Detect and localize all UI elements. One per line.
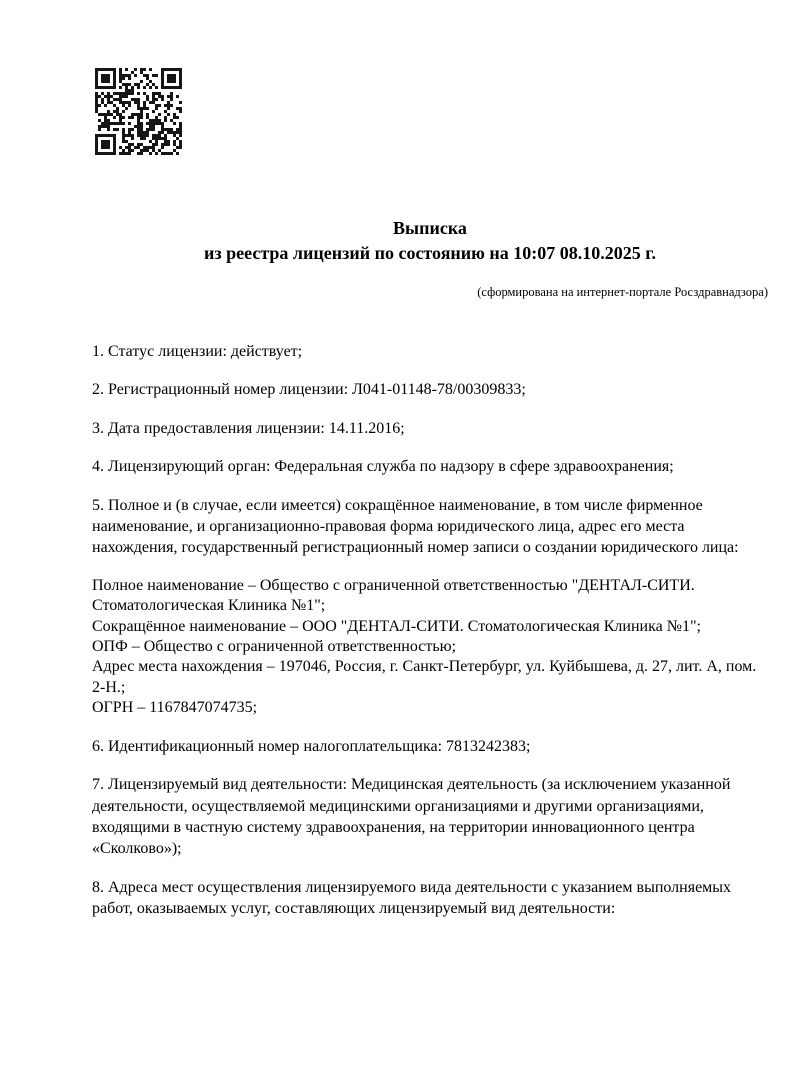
para-licensing-authority: 4. Лицензирующий орган: Федеральная служба по надзору в сфере здравоохранения;	[92, 458, 674, 476]
line-ogrn: ОГРН – 1167847074735;	[92, 699, 258, 717]
para-activity-addresses-heading: 8. Адреса мест осуществления лицензируемого вида деятельности с указанием выполняемых работ, оказываемых услуг, составляющих лицензируемый вид деятельности:	[92, 878, 732, 918]
para-entity-info-heading: 5. Полное и (в случае, если имеется) сокращённое наименование, в том числе фирменное наименование, и организационно-правовая форма юридического лица, адрес его места нахождения, государственный регистрационный номер записи о создании юридического лица:	[92, 496, 739, 557]
document-title-line2: из реестра лицензий по состоянию на 10:07 08.10.2025 г.	[204, 243, 656, 263]
para-license-status: 1. Статус лицензии: действует;	[92, 343, 303, 360]
document-title-line1: Выписка	[393, 218, 467, 238]
entity-details-block	[92, 576, 768, 719]
qr-code-icon	[95, 68, 182, 155]
document-body	[92, 341, 768, 920]
line-short-name: Сокращённое наименование – ООО "ДЕНТАЛ-СИТИ. Стоматологическая Клиника №1";	[92, 617, 701, 635]
document-subtitle: (сформирована на интернет-портале Росздравнадзора)	[477, 285, 768, 299]
line-full-name: Полное наименование – Общество с ограниченной ответственностью "ДЕНТАЛ-СИТИ. Стоматологическая Клиника №1";	[92, 576, 695, 615]
document-content	[92, 216, 768, 937]
para-license-grant-date: 3. Дата предоставления лицензии: 14.11.2016;	[92, 419, 405, 437]
para-license-reg-number: 2. Регистрационный номер лицензии: Л041-01148-78/00309833;	[92, 381, 526, 399]
line-legal-form: ОПФ – Общество с ограниченной ответственностью;	[92, 638, 457, 656]
para-licensed-activity: 7. Лицензируемый вид деятельности: Медицинская деятельность (за исключением указанной деятельности, осуществляемой медицинскими организациями и другими организациями, входящими в частную систему здравоохранения, на территории инновационного центра «Сколково»);	[92, 776, 731, 858]
line-legal-address: Адрес места нахождения – 197046, Россия, г. Санкт-Петербург, ул. Куйбышева, д. 27, лит. А, пом. 2-Н.;	[92, 658, 757, 696]
para-taxpayer-inn: 6. Идентификационный номер налогоплательщика: 7813242383;	[92, 737, 531, 755]
